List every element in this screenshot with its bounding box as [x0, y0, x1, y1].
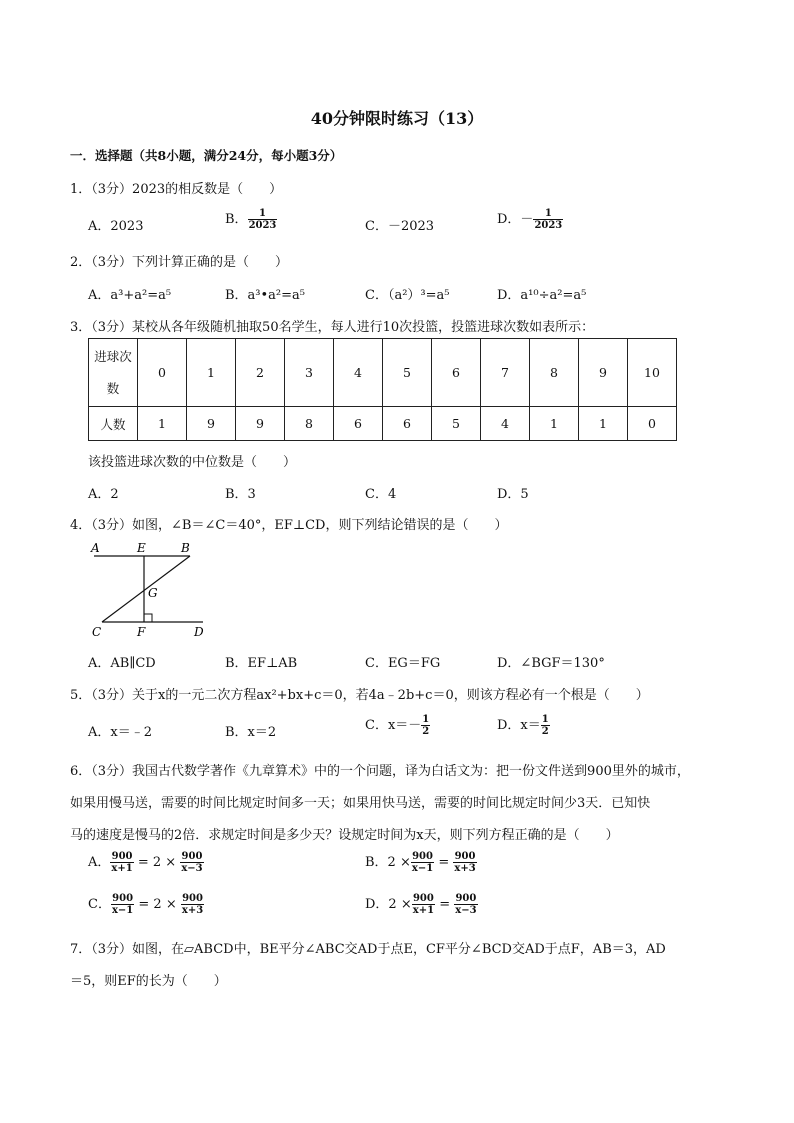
q5-option-c-prefix: C．x＝－ — [365, 718, 422, 733]
q2-option-b[interactable]: B．a³•a²=a⁵ — [225, 288, 305, 303]
question-7-line-2: ＝5，则EF的长为（ ） — [70, 974, 227, 989]
q5-option-d-prefix: D．x＝ — [497, 718, 541, 733]
q6-c-den-right: x+3 — [181, 905, 204, 916]
q4-option-c[interactable]: C．EG＝FG — [365, 656, 441, 671]
q3-followup: 该投篮进球次数的中位数是（ ） — [88, 455, 297, 470]
table-cell: 8 — [285, 407, 334, 441]
q6-option-d[interactable] — [365, 893, 478, 916]
row1-header — [89, 339, 138, 407]
table-cell: 3 — [285, 339, 334, 407]
q5-d-numerator: 1 — [541, 714, 549, 725]
q6-c-num-right: 900 — [182, 893, 203, 904]
table-cell: 0 — [138, 339, 187, 407]
table-cell: 6 — [383, 407, 432, 441]
q6-b-num-right: 900 — [454, 851, 476, 862]
q6-d-den-left: x+1 — [412, 905, 435, 916]
q5-option-c-fraction — [421, 714, 430, 737]
table-cell: 1 — [579, 407, 628, 441]
q6-option-b[interactable] — [365, 851, 477, 874]
q6-b-fraction-right — [453, 851, 476, 874]
q4-option-a[interactable]: A．AB∥CD — [88, 656, 156, 671]
question-5-stem: 5．（3分）关于x的一元二次方程ax²+bx+c＝0，若4a﹣2b+c＝0，则该方程必有一个根是（ ） — [70, 688, 649, 703]
table-row — [89, 407, 677, 441]
q6-a-fraction-left — [110, 851, 133, 874]
table-row — [89, 339, 677, 407]
line-bc — [102, 556, 190, 622]
shots-table — [88, 338, 677, 441]
table-cell: 5 — [383, 339, 432, 407]
q6-d-operator: = — [439, 897, 451, 912]
q1-option-d[interactable] — [497, 208, 563, 231]
q5-option-d-fraction — [541, 714, 550, 737]
question-3-stem: 3．（3分）某校从各年级随机抽取50名学生，每人进行10次投篮，投篮进球次数如表所示： — [70, 320, 595, 335]
table-cell: 9 — [187, 407, 236, 441]
q1-option-a[interactable]: A．2023 — [88, 219, 144, 234]
q6-c-operator: = 2 × — [138, 897, 177, 912]
label-f: F — [137, 625, 146, 639]
question-6-line-1: 6．（3分）我国古代数学著作《九章算术》中的一个问题，译为白话文为：把一份文件送到900里外的城市， — [70, 764, 690, 779]
q1-option-b-fraction — [248, 208, 278, 231]
table-cell: 1 — [530, 407, 579, 441]
label-c: C — [92, 625, 102, 639]
right-angle-mark — [144, 614, 152, 622]
q3-option-c[interactable]: C．4 — [365, 487, 397, 502]
label-b: B — [181, 541, 190, 555]
q6-c-den-left: x−1 — [111, 905, 134, 916]
question-6-line-2: 如果用慢马送，需要的时间比规定时间多一天；如果用快马送，需要的时间比规定时间少3天．已知快 — [70, 796, 651, 811]
q5-option-c[interactable] — [365, 714, 430, 737]
row1-header-text: 进球次数 — [94, 348, 132, 396]
table-cell: 7 — [481, 339, 530, 407]
q6-d-num-left: 900 — [412, 893, 434, 904]
q1-b-denominator: 2023 — [248, 220, 277, 231]
geometry-figure — [88, 538, 218, 642]
q5-option-b[interactable]: B．x＝2 — [225, 725, 277, 740]
q6-c-prefix: C． — [88, 897, 111, 912]
q6-d-num-right: 900 — [455, 893, 477, 904]
q6-b-den-right: x+3 — [454, 863, 476, 874]
table-cell: 0 — [628, 407, 677, 441]
q6-b-den-left: x−1 — [411, 863, 434, 874]
table-cell: 2 — [236, 339, 285, 407]
q6-option-c[interactable] — [88, 893, 204, 916]
question-6-line-3: 马的速度是慢马的2倍．求规定时间是多少天？设规定时间为x天，则下列方程正确的是（ ） — [70, 828, 619, 843]
q6-d-fraction-right — [454, 893, 477, 916]
table-cell: 4 — [334, 339, 383, 407]
q4-option-d[interactable]: D．∠BGF＝130° — [497, 656, 605, 671]
q2-option-d[interactable]: D．a¹⁰÷a²=a⁵ — [497, 288, 587, 303]
row2-header: 人数 — [89, 407, 138, 441]
q4-option-b[interactable]: B．EF⊥AB — [225, 656, 298, 671]
label-g: G — [148, 586, 158, 600]
table-cell: 5 — [432, 407, 481, 441]
table-cell: 9 — [236, 407, 285, 441]
q6-option-a[interactable] — [88, 851, 204, 874]
q5-option-a[interactable]: A．x＝﹣2 — [88, 725, 152, 740]
q1-option-b[interactable] — [225, 208, 277, 231]
question-4-stem: 4．（3分）如图，∠B＝∠C＝40°，EF⊥CD，则下列结论错误的是（ ） — [70, 518, 508, 533]
q6-c-fraction-right — [181, 893, 204, 916]
q1-d-denominator: 2023 — [534, 220, 563, 231]
label-a: A — [91, 541, 100, 555]
table-cell: 6 — [334, 407, 383, 441]
table-cell: 4 — [481, 407, 530, 441]
label-d: D — [194, 625, 204, 639]
q5-option-d[interactable] — [497, 714, 550, 737]
q1-option-d-fraction — [533, 208, 563, 231]
q6-a-num-left: 900 — [111, 851, 133, 862]
table-cell: 1 — [187, 339, 236, 407]
q6-b-fraction-left — [411, 851, 434, 874]
q6-a-den-right: x−3 — [181, 863, 203, 874]
q6-a-prefix: A． — [88, 855, 111, 870]
q2-option-a[interactable]: A．a³+a²=a⁵ — [88, 288, 172, 303]
q5-d-denominator: 2 — [541, 726, 549, 737]
table-cell: 6 — [432, 339, 481, 407]
q1-d-numerator: 1 — [544, 208, 552, 219]
table-cell: 9 — [579, 339, 628, 407]
table-cell: 1 — [138, 407, 187, 441]
q6-b-operator: = — [438, 855, 450, 870]
table-cell: 10 — [628, 339, 677, 407]
q3-option-b[interactable]: B．3 — [225, 487, 256, 502]
q5-c-denominator: 2 — [422, 726, 430, 737]
q1-option-d-prefix: D．－ — [497, 212, 534, 227]
q6-a-operator: = 2 × — [137, 855, 177, 870]
q6-c-num-left: 900 — [112, 893, 134, 904]
q6-a-fraction-right — [180, 851, 203, 874]
q6-c-fraction-left — [111, 893, 134, 916]
q1-option-b-prefix: B． — [225, 212, 248, 227]
q6-b-num-left: 900 — [412, 851, 433, 862]
q6-d-prefix: D．2 × — [365, 897, 412, 912]
q3-option-d[interactable]: D．5 — [497, 487, 529, 502]
q5-c-numerator: 1 — [422, 714, 430, 725]
q2-option-c[interactable]: C．（a²）³=a⁵ — [365, 288, 450, 303]
q6-d-den-right: x−3 — [455, 905, 477, 916]
table-cell: 8 — [530, 339, 579, 407]
question-7-line-1: 7．（3分）如图，在▱ABCD中，BE平分∠ABC交AD于点E，CF平分∠BCD交AD于点F，AB＝3，AD — [70, 942, 666, 957]
question-1-stem: 1．（3分）2023的相反数是（ ） — [70, 182, 283, 197]
label-e: E — [137, 541, 146, 555]
section-heading: 一．选择题（共8小题，满分24分，每小题3分） — [70, 148, 343, 163]
q6-d-fraction-left — [412, 893, 435, 916]
q6-a-num-right: 900 — [181, 851, 203, 862]
q1-b-numerator: 1 — [259, 208, 266, 219]
q6-a-den-left: x+1 — [111, 863, 133, 874]
q6-b-prefix: B．2 × — [365, 855, 411, 870]
q3-option-a[interactable]: A．2 — [88, 487, 119, 502]
q1-option-c[interactable]: C．－2023 — [365, 219, 435, 234]
question-2-stem: 2．（3分）下列计算正确的是（ ） — [70, 255, 289, 270]
page-title: 40分钟限时练习（13） — [310, 109, 484, 128]
